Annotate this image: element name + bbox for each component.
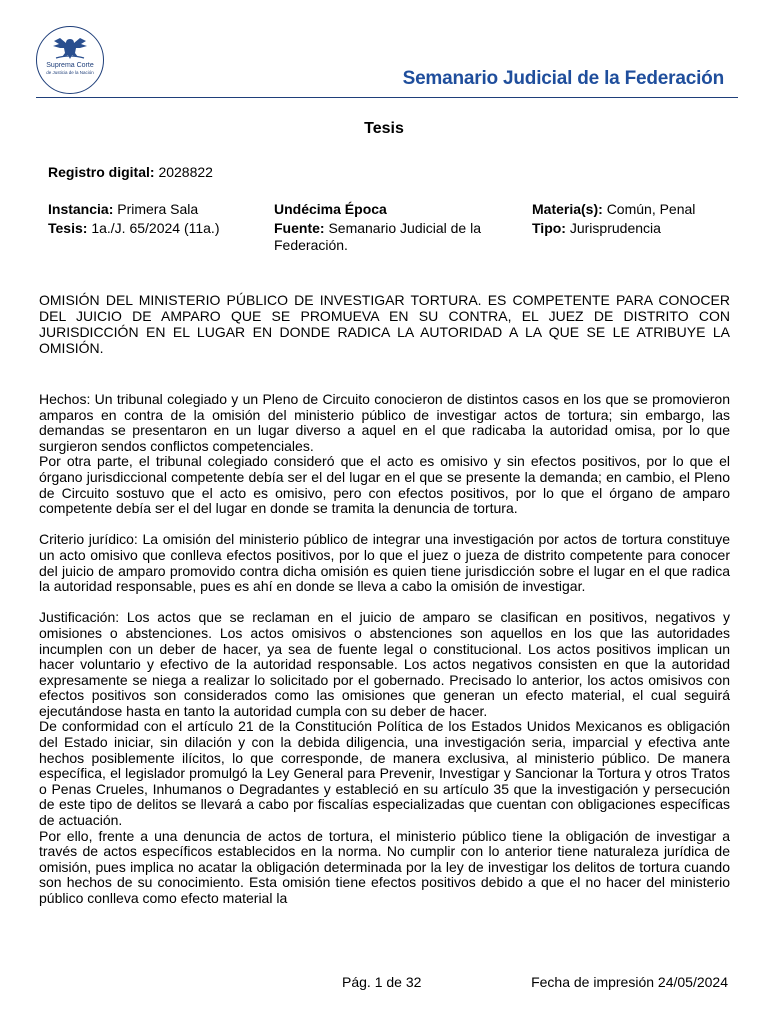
registro-label: Registro digital: <box>48 164 155 180</box>
registro-digital <box>48 164 213 181</box>
constitucion-paragraph: De conformidad con el artículo 21 de la Constitución Política de los Estados Unidos Mexicanos es obligación del Estado iniciar, sin dilación y con la debida diligencia, una investigación seria, imparcial y efectiva ante hechos posiblemente ilícitos, lo que corresponde, de manera exclusiva, al ministerio público. De manera específica, el legislador promulgó la Ley General para Prevenir, Investigar y Sancionar la Tortura y otros Tratos o Penas Crueles, Inhumanos o Degradantes y estableció en su artículo 35 que la investigación y persecución de este tipo de delitos se llevará a cabo por fiscalías especializadas que cuentan con obligaciones específicas de actuación. <box>39 718 730 829</box>
tipo-label: Tipo: <box>532 220 566 236</box>
scjn-logo <box>36 26 104 94</box>
criterio-paragraph: Criterio jurídico: La omisión del ministerio público de integrar una investigación por actos de tortura constituye un acto omisivo que conlleva efectos positivos, por lo que el juez o jueza de distrito competente para conocer del juicio de amparo promovido contra dicha omisión es quien tiene jurisdicción sobre el lugar en el que radica la autoridad responsable, pues es ahí en donde se lleva a cabo la omisión de investigar. <box>39 531 730 595</box>
tesis-rubro: OMISIÓN DEL MINISTERIO PÚBLICO DE INVESTIGAR TORTURA. ES COMPETENTE PARA CONOCER DEL JUICIO DE AMPARO QUE SE PROMUEVA EN SU CONTRA, EL JUEZ DE DISTRITO CON JURISDICCIÓN EN EL LUGAR EN DONDE RADICA LA AUTORIDAD A LA QUE SE LE ATRIBUYE LA OMISIÓN. <box>39 292 730 356</box>
logo-text-sub: de Justicia de la Nación <box>46 70 94 75</box>
header-divider <box>36 97 738 98</box>
materia-value: Común, Penal <box>606 201 696 217</box>
fuente-value: Semanario Judicial de la Federación. <box>274 220 481 253</box>
materia-label: Materia(s): <box>532 201 603 217</box>
fuente-field <box>274 220 514 254</box>
epoca-label: Undécima Época <box>274 201 387 217</box>
registro-value: 2028822 <box>158 164 213 180</box>
page-number: Pág. 1 de 32 <box>342 974 422 990</box>
hechos-continuation-paragraph: Por otra parte, el tribunal colegiado consideró que el acto es omisivo y sin efectos positivos, por lo que el órgano jurisdiccional competente debía ser el del lugar en el que se presente la demanda; en cambio, el Pleno de Circuito sostuvo que el acto es omisivo, pero con efectos positivos, por lo que el órgano de amparo competente debía ser el del lugar en donde se tramita la denuncia de tortura. <box>39 453 730 517</box>
tesis-label: Tesis: <box>48 220 88 236</box>
tipo-value: Jurisprudencia <box>569 220 661 236</box>
logo-text-main: Suprema Corte <box>46 62 94 69</box>
conclusion-paragraph: Por ello, frente a una denuncia de actos de tortura, el ministerio público tiene la obligación de investigar a través de actos específicos establecidos en la norma. No cumplir con lo anterior tiene naturaleza jurídica de omisión, pues implica no acatar la obligación determinada por la ley de investigar los delitos de tortura cuando son hechos de su conocimiento. Esta omisión tiene efectos positivos debido a que el no hacer del ministerio público conlleva como efecto material la <box>39 827 730 906</box>
tesis-body <box>39 392 730 907</box>
instancia-label: Instancia: <box>48 201 114 217</box>
print-date: Fecha de impresión 24/05/2024 <box>531 974 728 990</box>
document-type-heading: Tesis <box>364 120 404 137</box>
publication-title: Semanario Judicial de la Federación <box>402 68 724 89</box>
tesis-field <box>48 220 220 237</box>
instancia-value: Primera Sala <box>117 201 199 217</box>
eagle-emblem-icon <box>50 35 90 61</box>
fuente-label: Fuente: <box>274 220 325 236</box>
tipo-field <box>532 220 661 237</box>
hechos-paragraph: Hechos: Un tribunal colegiado y un Pleno de Circuito conocieron de distintos casos en los que se promovieron amparos en contra de la omisión del ministerio público de investigar actos de tortura; sin embargo, las demandas se presentaron en un lugar diverso a aquel en el que radicaba la autoridad omisa, por lo que surgieron sendos conflictos competenciales. <box>39 391 730 454</box>
instancia-field <box>48 201 198 218</box>
tesis-value: 1a./J. 65/2024 (11a.) <box>91 220 220 236</box>
materia-field <box>532 201 695 218</box>
justificacion-paragraph: Justificación: Los actos que se reclaman en el juicio de amparo se clasifican en positivos, negativos y omisiones o abstenciones. Los actos omisivos o abstenciones son aquellos en los que las autoridades incumplen con un deber de hacer, ya sea de fuente legal o constitucional. Los actos positivos implican un hacer voluntario y efectivo de la autoridad responsable. Los actos negativos consisten en que la autoridad expresamente se niega a realizar lo solicitado por el gobernado. Precisado lo anterior, los actos omisivos con efectos positivos son considerados como las omisiones que generan un efecto material, el cual seguirá ejecutándose hasta en tanto la autoridad cumpla con su deber de hacer. <box>39 609 730 719</box>
epoca-field <box>274 201 387 218</box>
